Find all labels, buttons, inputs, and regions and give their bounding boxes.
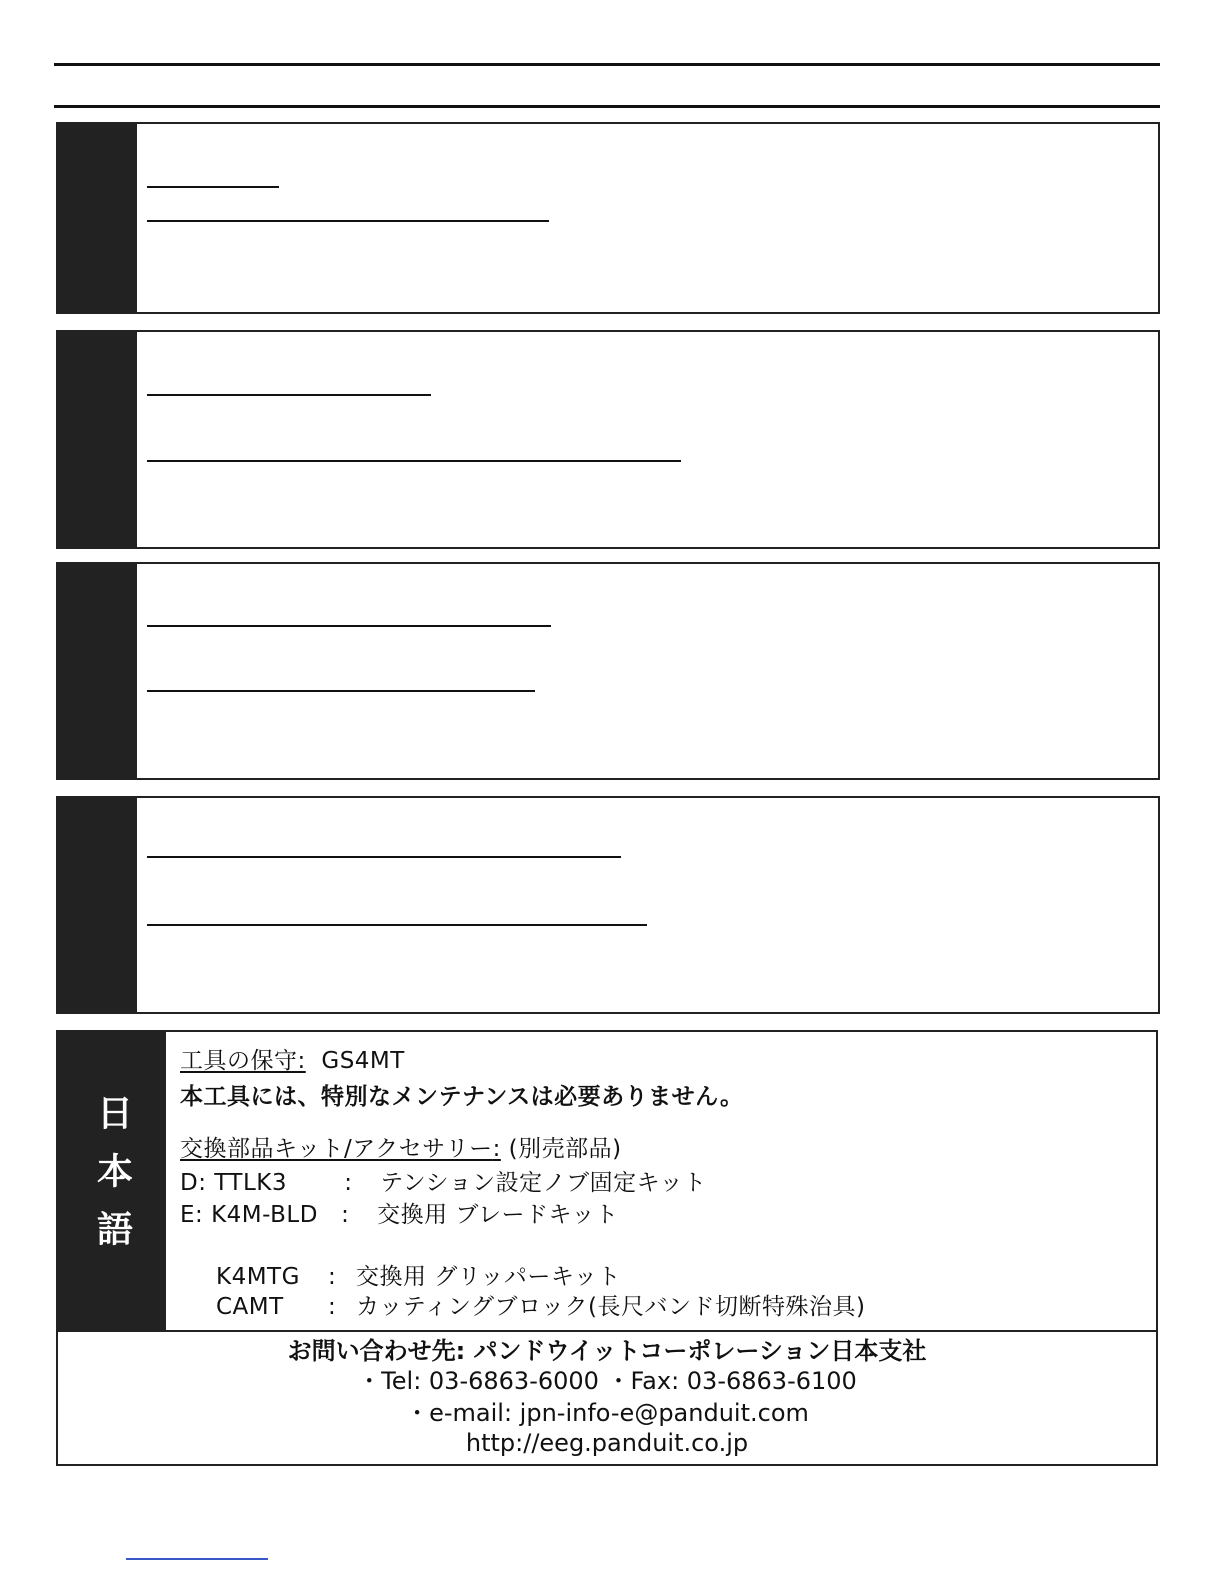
part-item [180, 1168, 707, 1198]
side-label-text: 日本語 [91, 1094, 133, 1268]
language-section-1 [56, 122, 1160, 314]
part-separator: : [344, 1170, 353, 1196]
maintenance-model: GS4MT [321, 1048, 405, 1074]
section-2-subheading-underline [147, 460, 681, 462]
part-separator: : [328, 1264, 337, 1290]
parts-heading-line [180, 1134, 622, 1164]
section-3-heading-underline [147, 625, 551, 627]
section-4-subheading-underline [147, 924, 647, 926]
footer-link-underline [126, 1558, 268, 1560]
section-1-subheading-underline [147, 220, 549, 222]
part-code: K4MTG [216, 1264, 300, 1290]
contact-email[interactable]: ・e-mail: jpn-info-e@panduit.com [405, 1399, 809, 1427]
part-code: TTLK3 [214, 1170, 288, 1196]
part-description: カッティングブロック(長尺バンド切断特殊治具) [356, 1294, 866, 1320]
part-separator: : [341, 1202, 350, 1228]
part-description: 交換用 ブレードキット [377, 1202, 619, 1228]
part-item [216, 1292, 865, 1322]
maintenance-heading-line [180, 1046, 405, 1076]
japanese-section [56, 1030, 1158, 1332]
section-4-heading-underline [147, 856, 621, 858]
maintenance-body: 本工具には、特別なメンテナンスは必要ありません。 [180, 1084, 744, 1110]
section-2-heading-underline [147, 394, 431, 396]
language-section-2 [56, 330, 1160, 549]
parts-heading-colon: : [492, 1136, 501, 1162]
parts-heading: 交換部品キット/アクセサリー [180, 1136, 493, 1162]
contact-url[interactable]: http://eeg.panduit.co.jp [465, 1429, 749, 1457]
part-description: 交換用 グリッパーキット [356, 1264, 621, 1290]
part-prefix: E: [180, 1202, 204, 1228]
part-item [180, 1200, 619, 1230]
contact-section [56, 1330, 1158, 1466]
language-section-4 [56, 796, 1160, 1014]
part-code: K4M-BLD [211, 1202, 318, 1228]
part-code: CAMT [216, 1294, 284, 1320]
contact-phone: ・Tel: 03-6863-6000 ・Fax: 03-6863-6100 [357, 1367, 857, 1395]
japanese-side-label [58, 1032, 166, 1330]
header-rule-bottom [54, 105, 1160, 108]
maintenance-heading: 工具の保守 [180, 1048, 298, 1074]
language-section-3 [56, 562, 1160, 780]
section-3-side-bar [58, 564, 137, 778]
maintenance-heading-colon: : [297, 1048, 306, 1074]
section-2-side-bar [58, 332, 137, 547]
section-3-subheading-underline [147, 690, 535, 692]
part-item [216, 1262, 621, 1292]
parts-note: (別売部品) [508, 1136, 622, 1162]
header-rule-top [54, 63, 1160, 66]
part-description: テンション設定ノブ固定キット [380, 1170, 707, 1196]
section-4-side-bar [58, 798, 137, 1012]
section-1-heading-underline [147, 186, 279, 188]
section-1-side-bar [58, 124, 137, 312]
part-separator: : [328, 1294, 337, 1320]
part-prefix: D: [180, 1170, 207, 1196]
contact-title: お問い合わせ先: パンドウイットコーポレーション日本支社 [287, 1337, 927, 1365]
